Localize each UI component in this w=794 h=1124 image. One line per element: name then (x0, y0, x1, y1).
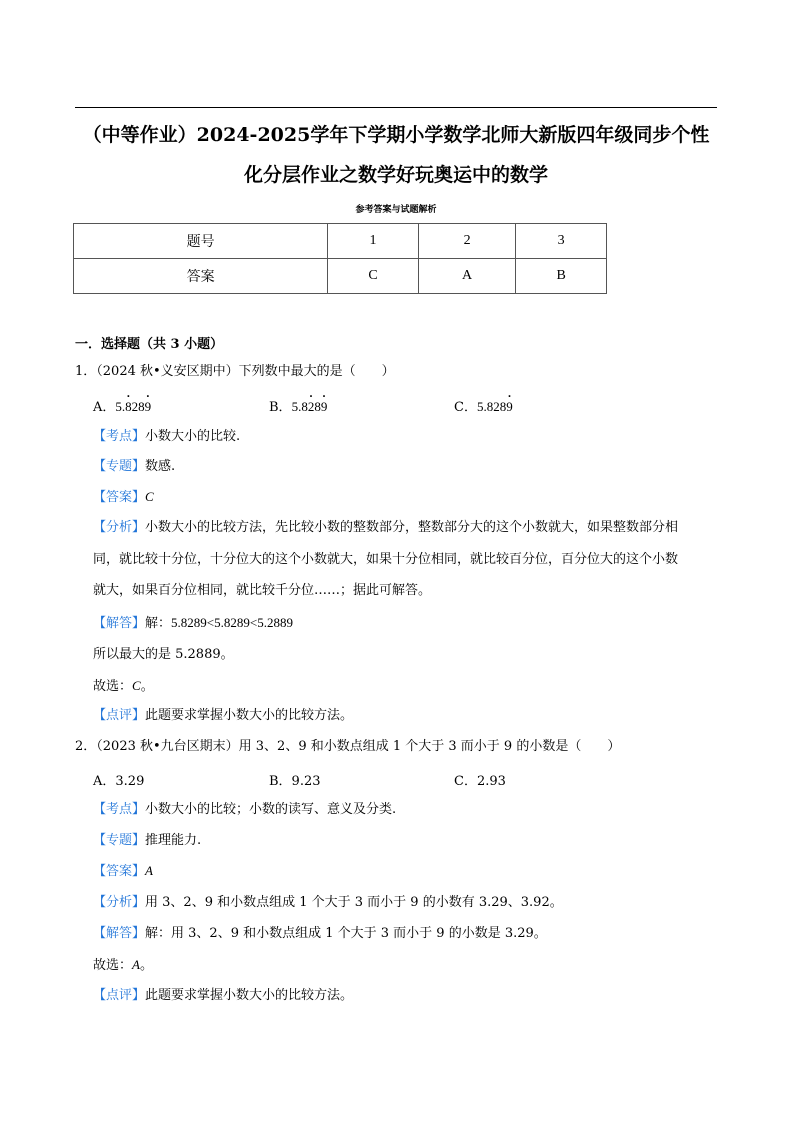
table-cell: 2 (418, 224, 516, 259)
q1-option-c: C．5.8289 · (454, 396, 513, 415)
table-cell: C (328, 259, 419, 294)
q1-fenxi-cont: 同，就比较十分位，十分位大的这个小数就大，如果十分位相同，就比较百分位，百分位大的这个小数 (93, 552, 679, 567)
kaodian-tag: 【考点】 (93, 802, 146, 817)
q1-fenxi: 【分析】小数大小的比较方法，先比较小数的整数部分，整数部分大的这个小数就大，如果整数部分相 (93, 520, 679, 535)
daan-tag: 【答案】 (93, 864, 146, 879)
q1-stem: 1．（2024 秋•义安区期中）下列数中最大的是（ ） (75, 364, 395, 379)
q2-option-a: A．3.29 (93, 774, 145, 789)
q1-kaodian: 【考点】小数大小的比较. (93, 429, 241, 444)
zhuanti-tag: 【专题】 (93, 833, 146, 848)
q2-fenxi: 【分析】用 3、2、9 和小数点组成 1 个大于 3 而小于 9 的小数有 3.29、3.92。 (93, 895, 563, 910)
q2-answer: 【答案】A (93, 863, 153, 879)
jieda-tag: 【解答】 (93, 926, 146, 941)
q2-choice: 故选：A。 (93, 957, 153, 973)
table-cell: A (418, 259, 516, 294)
q1-dianping: 【点评】此题要求掌握小数大小的比较方法。 (93, 708, 354, 723)
table-cell: B (516, 259, 607, 294)
q1-zhuanti: 【专题】数感. (93, 459, 176, 474)
table-row (74, 259, 607, 294)
q1-option-b: B．5.82 ·89 · (269, 396, 327, 415)
q1-choice: 故选：C。 (93, 678, 154, 694)
table-cell: 答案 (74, 259, 328, 294)
kaodian-tag: 【考点】 (93, 429, 146, 444)
q1-conclusion: 所以最大的是 5.2889。 (93, 647, 234, 662)
q2-stem: 2．（2023 秋•九台区期末）用 3、2、9 和小数点组成 1 个大于 3 而小于 9 的小数是（ ） (75, 739, 621, 754)
q1-answer: 【答案】C (93, 489, 154, 505)
q1-fenxi-cont: 就大，如果百分位相同，就比较千分位……；据此可解答。 (93, 583, 432, 598)
q2-zhuanti: 【专题】推理能力. (93, 833, 202, 848)
answer-table (73, 223, 607, 294)
doc-title-line2: 化分层作业之数学好玩奥运中的数学 (243, 164, 548, 186)
q2-option-b: B．9.23 (269, 774, 321, 789)
fenxi-tag: 【分析】 (93, 520, 146, 535)
doc-subtitle: 参考答案与试题解析 (355, 205, 437, 215)
jieda-tag: 【解答】 (93, 616, 146, 631)
daan-tag: 【答案】 (93, 490, 146, 505)
dianping-tag: 【点评】 (93, 708, 146, 723)
q1-jieda: 【解答】解：5.8289<5.8289<5.2889 (93, 615, 293, 631)
top-rule (75, 107, 717, 108)
q2-option-c: C．2.93 (454, 774, 506, 789)
zhuanti-tag: 【专题】 (93, 459, 146, 474)
table-row (74, 224, 607, 259)
q2-jieda: 【解答】解：用 3、2、9 和小数点组成 1 个大于 3 而小于 9 的小数是 3.29。 (93, 926, 547, 941)
section-heading: 一．选择题（共 3 小题） (75, 337, 224, 352)
doc-title-line1: （中等作业）2024-2025学年下学期小学数学北师大新版四年级同步个性 (82, 124, 710, 146)
q2-dianping: 【点评】此题要求掌握小数大小的比较方法。 (93, 988, 354, 1003)
table-cell: 题号 (74, 224, 328, 259)
table-cell: 3 (516, 224, 607, 259)
table-cell: 1 (328, 224, 419, 259)
q2-kaodian: 【考点】小数大小的比较；小数的读写、意义及分类. (93, 802, 397, 817)
fenxi-tag: 【分析】 (93, 895, 146, 910)
q1-option-a: A．5.8 ·289 · (93, 396, 151, 415)
dianping-tag: 【点评】 (93, 988, 146, 1003)
